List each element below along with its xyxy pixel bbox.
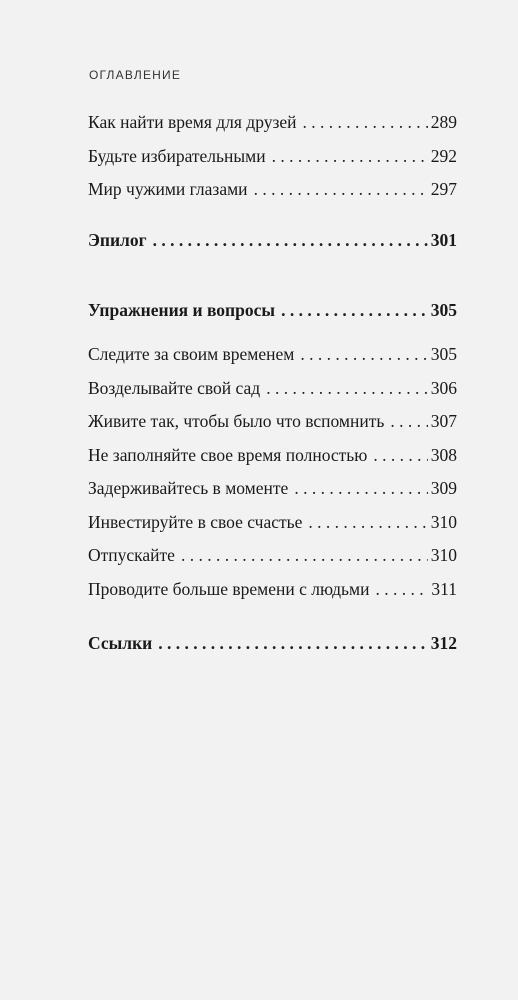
toc-entry-title: Проводите больше времени с людьми bbox=[88, 578, 370, 599]
toc-entry-title: Как найти время для друзей bbox=[88, 112, 297, 132]
toc-entry-page: 310 bbox=[430, 545, 457, 565]
dot-leader bbox=[375, 579, 428, 600]
toc-group-subsections bbox=[88, 112, 457, 213]
dot-leader bbox=[158, 633, 427, 654]
toc-entry-title: Ссылки bbox=[88, 633, 153, 653]
toc-entry[interactable] bbox=[88, 146, 457, 180]
toc-entry[interactable] bbox=[88, 445, 457, 479]
toc-entry-page: 311 bbox=[431, 578, 457, 599]
toc-entry-title: Отпускайте bbox=[88, 545, 175, 565]
toc-entry-title: Мир чужими глазами bbox=[88, 179, 248, 199]
toc-entry[interactable] bbox=[88, 411, 457, 445]
toc-entry-page: 312 bbox=[430, 633, 457, 653]
toc-entry[interactable] bbox=[88, 478, 457, 512]
toc-entry-title: Эпилог bbox=[88, 230, 147, 250]
toc-entry-page: 310 bbox=[430, 511, 457, 532]
toc-entry-page: 292 bbox=[430, 145, 457, 166]
dot-leader bbox=[294, 478, 427, 499]
toc-entry-page: 309 bbox=[430, 478, 457, 498]
dot-leader bbox=[181, 545, 428, 566]
dot-leader bbox=[303, 112, 428, 133]
toc-entry-title: Не заполняйте свое время полностью bbox=[88, 444, 368, 465]
toc-group-references bbox=[88, 633, 457, 667]
toc-entry[interactable] bbox=[88, 112, 457, 146]
toc-entry-title: Инвестируйте в свое счастье bbox=[88, 511, 303, 532]
toc-entry-page: 289 bbox=[430, 112, 457, 132]
dot-leader bbox=[266, 378, 428, 399]
toc-chapter-entry[interactable] bbox=[88, 633, 457, 667]
toc-entry-page: 305 bbox=[430, 300, 457, 320]
toc-group-exercises bbox=[88, 300, 457, 334]
toc-entry-page: 306 bbox=[430, 377, 457, 398]
toc-entry-page: 297 bbox=[430, 179, 457, 199]
dot-leader bbox=[254, 179, 428, 200]
dot-leader bbox=[272, 146, 428, 167]
dot-leader bbox=[153, 230, 428, 251]
running-head: ОГЛАВЛЕНИЕ bbox=[89, 68, 182, 82]
toc-entry[interactable] bbox=[88, 545, 457, 579]
dot-leader bbox=[373, 445, 427, 466]
toc-entry-page: 301 bbox=[430, 230, 457, 250]
toc-group-exercise-items bbox=[88, 344, 457, 612]
toc-entry-title: Будьте избирательными bbox=[88, 145, 266, 166]
toc-entry-title: Живите так, чтобы было что вспомнить bbox=[88, 411, 385, 431]
toc-entry-page: 305 bbox=[430, 344, 457, 364]
toc-entry-page: 308 bbox=[430, 444, 457, 465]
toc-entry-title: Упражнения и вопросы bbox=[88, 300, 276, 320]
toc-entry-title: Возделывайте свой сад bbox=[88, 377, 261, 398]
toc-entry[interactable] bbox=[88, 512, 457, 546]
dot-leader bbox=[390, 411, 427, 432]
toc-entry[interactable] bbox=[88, 344, 457, 378]
dot-leader bbox=[308, 512, 427, 533]
toc-entry[interactable] bbox=[88, 378, 457, 412]
toc-group-epilogue bbox=[88, 230, 457, 264]
toc-chapter-entry[interactable] bbox=[88, 300, 457, 334]
toc-entry[interactable] bbox=[88, 579, 457, 613]
toc-entry-title: Задерживайтесь в моменте bbox=[88, 478, 289, 498]
toc-chapter-entry[interactable] bbox=[88, 230, 457, 264]
toc-entry[interactable] bbox=[88, 179, 457, 213]
toc-entry-title: Следите за своим временем bbox=[88, 344, 295, 364]
dot-leader bbox=[281, 300, 428, 321]
dot-leader bbox=[300, 344, 427, 365]
toc-entry-page: 307 bbox=[430, 411, 457, 431]
